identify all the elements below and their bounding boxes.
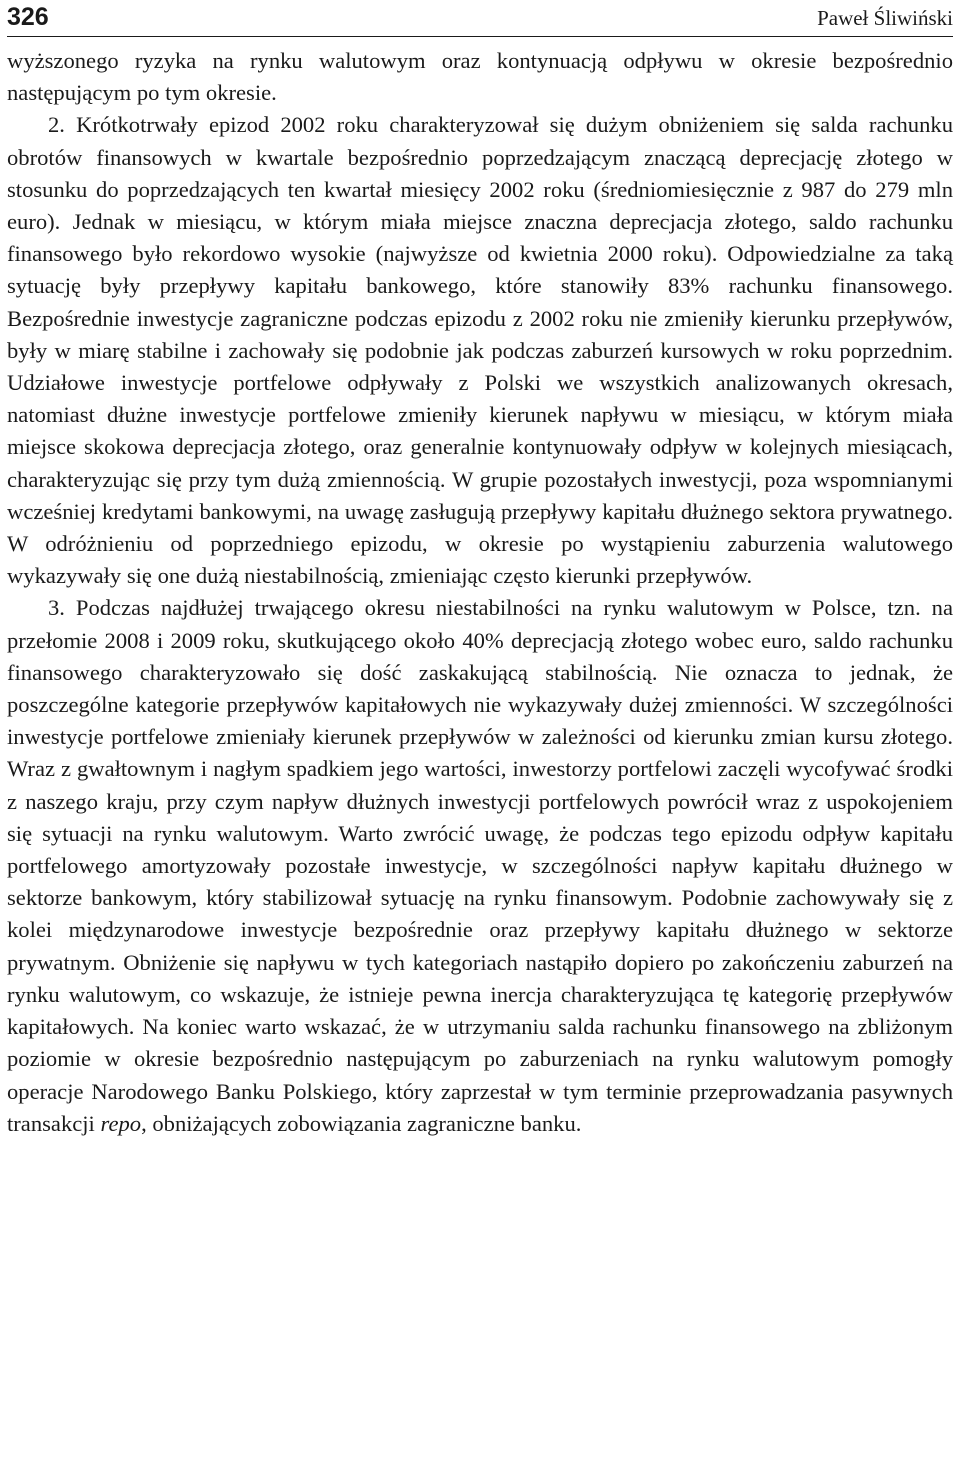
page-header <box>7 0 953 37</box>
paragraph-point-3 <box>7 592 953 1139</box>
page <box>7 0 953 1140</box>
paragraph-point-3-ending: , obniżających zobowiązania zagraniczne banku. <box>141 1110 582 1136</box>
italic-term-repo: repo <box>100 1110 142 1136</box>
paragraph-continued: wyższonego ryzyka na rynku walutowym oraz kontynuacją odpływu w okresie bezpośrednio następującym po tym okresie. <box>7 48 953 106</box>
paragraph-point-3-text: 3. Podczas najdłużej trwającego okresu niestabilności na rynku walutowym w Polsce, tzn. na przełomie 2008 i 2009 roku, skutkującego około 40% deprecjacją złotego wobec euro, saldo rachunku finansowego charakteryzowało się dość zaskakującą stabilnością. Nie oznacza to jednak, że poszczególne kategorie przepływów kapitałowych nie wykazywały dużej zmienności. W szczególności inwestycje portfelowe zmieniały kierunek przepływów w zależności od kierunku zmian kursu złotego. Wraz z gwałtownym i nagłym spadkiem jego wartości, inwestorzy portfelowi zaczęli wycofywać środki z naszego kraju, przy czym napływ dłużnych inwestycji portfelowych powrócił wraz z uspokojeniem się sytuacji na rynku walutowym. Warto zwrócić uwagę, że podczas tego epizodu odpływ kapitału portfelowego amortyzowały pozostałe inwestycje, w szczególności napływ kapitału dłużnego w sektorze bankowym, który stabilizował sytuację na rynku finansowym. Podobnie zachowywały się z kolei międzynarodowe inwestycje bezpośrednie oraz przepływy kapitału dłużnego w sektorze prywatnym. Obniżenie się napływu w tych kategoriach nastąpiło dopiero po zakończeniu zaburzeń na rynku walutowym, co wskazuje, że istnieje pewna inercja charakteryzująca tę kategorię przepływów kapitałowych. Na koniec warto wskazać, że w utrzymaniu salda rachunku finansowego na zbliżonym poziomie w okresie bezpośrednio następującym po zaburzeniach na rynku walutowym pomogły operacje Narodowego Banku Polskiego, który zaprzestał w tym terminie przeprowadzania pasywnych transakcji <box>7 595 953 1136</box>
paragraph-point-2: 2. Krótkotrwały epizod 2002 roku charakteryzował się dużym obniżeniem się salda rachunku obrotów finansowych w kwartale bezpośrednio poprzedzającym znaczącą deprecjację złotego w stosunku do poprzedzających ten kwartał miesięcy 2002 roku (średniomiesięcznie z 987 do 279 mln euro). Jednak w miesiącu, w którym miała miejsce znaczna deprecjacja złotego, saldo rachunku finansowego było rekordowo wysokie (najwyższe od kwietnia 2000 roku). Odpowiedzialne za taką sytuację były przepływy kapitału bankowego, które stanowiły 83% rachunku finansowego. Bezpośrednie inwestycje zagraniczne podczas epizodu z 2002 roku nie zmieniły kierunku przepływów, były w miarę stabilne i zachowały się podobnie jak podczas zaburzeń kursowych w roku poprzednim. Udziałowe inwestycje portfelowe odpływały z Polski we wszystkich analizowanych okresach, natomiast dłużne inwestycje portfelowe zmieniły kierunek napływu w miesiącu, w którym miała miejsce skokowa deprecjacja złotego, oraz generalnie kontynuowały odpływ w kolejnych miesiącach, charakteryzując się przy tym dużą zmiennością. W grupie pozostałych inwestycji, poza wspomnianymi wcześniej kredytami bankowymi, na uwagę zasługują przepływy kapitału dłużnego sektora prywatnego. W odróżnieniu od poprzedniego epizodu, w okresie po wystąpieniu zaburzenia walutowego wykazywały się one dużą niestabilnością, zmieniając często kierunki przepływów. <box>7 112 953 589</box>
body-text <box>7 45 953 1140</box>
page-number: 326 <box>7 3 49 31</box>
running-head-author: Paweł Śliwiński <box>817 6 953 30</box>
